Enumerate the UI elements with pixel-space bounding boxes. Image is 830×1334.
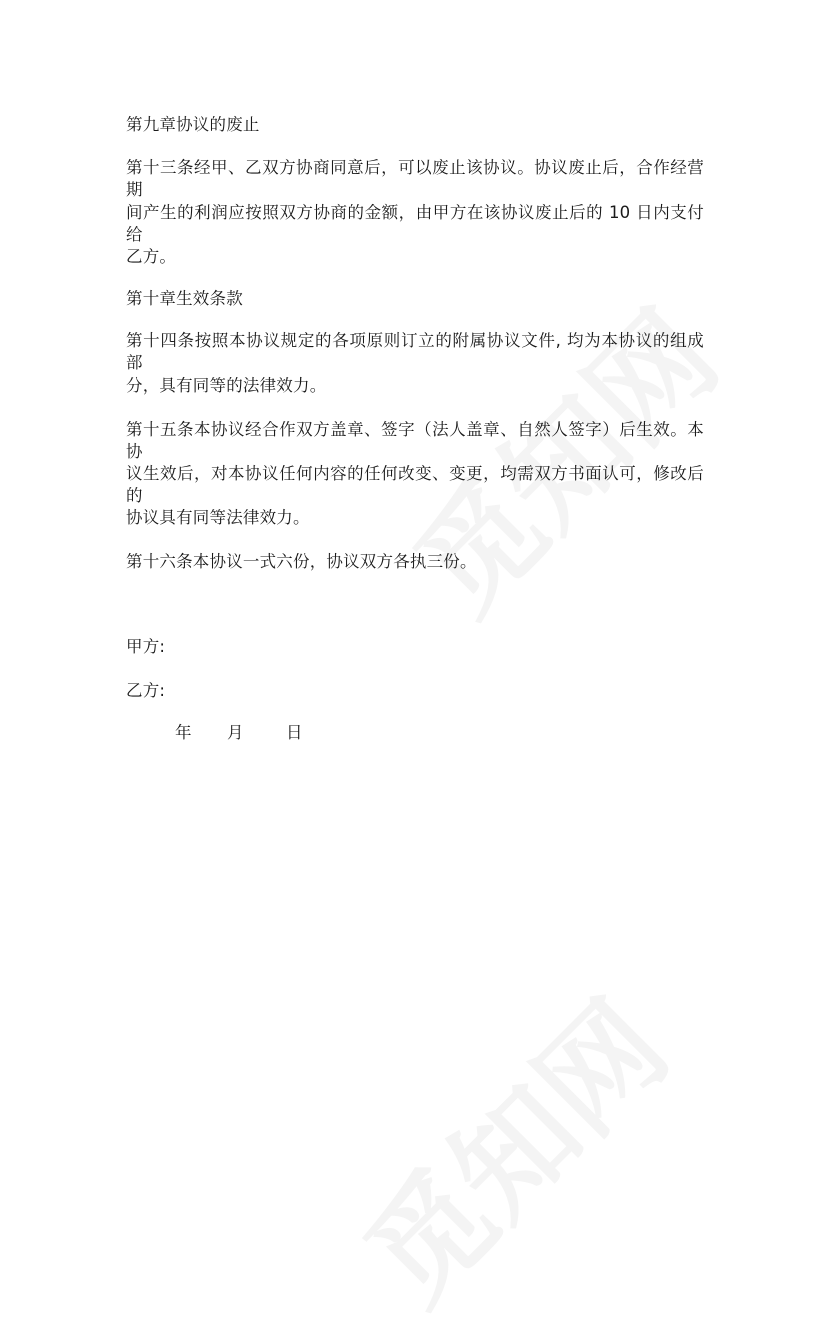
paragraph-line: 议生效后，对本协议任何内容的任何改变、变更，均需双方书面认可，修改后的 (126, 464, 704, 505)
date-year-label: 年 (175, 723, 192, 742)
paragraph-line: 第十五条本协议经合作双方盖章、签字（法人盖章、自然人签字）后生效。本协 (126, 420, 704, 461)
paragraph-line: 协议具有同等法律效力。 (126, 508, 310, 527)
date-month-label: 月 (227, 723, 244, 742)
paragraph-line: 第十四条按照本协议规定的各项原则订立的附属协议文件, 均为本协议的组成部 (126, 331, 704, 372)
paragraph-line: 第十六条本协议一式六份，协议双方各执三份。 (126, 552, 477, 571)
chapter-heading: 第十章生效条款 (126, 289, 243, 308)
paragraph-line: 第十三条经甲、乙双方协商同意后，可以废止该协议。协议废止后，合作经营期 (126, 158, 704, 199)
watermark (322, 958, 698, 1334)
chapter-heading: 第九章协议的废止 (126, 115, 260, 134)
paragraph-line: 分，具有同等的法律效力。 (126, 376, 327, 395)
party-b-signature-label: 乙方: (126, 681, 166, 700)
date-day-label: 日 (286, 723, 303, 742)
paragraph-line: 间产生的利润应按照双方协商的金额，由甲方在该协议废止后的 10 日内支付给 (126, 203, 704, 244)
party-a-signature-label: 甲方: (126, 637, 166, 656)
paragraph-line: 乙方。 (126, 247, 177, 266)
